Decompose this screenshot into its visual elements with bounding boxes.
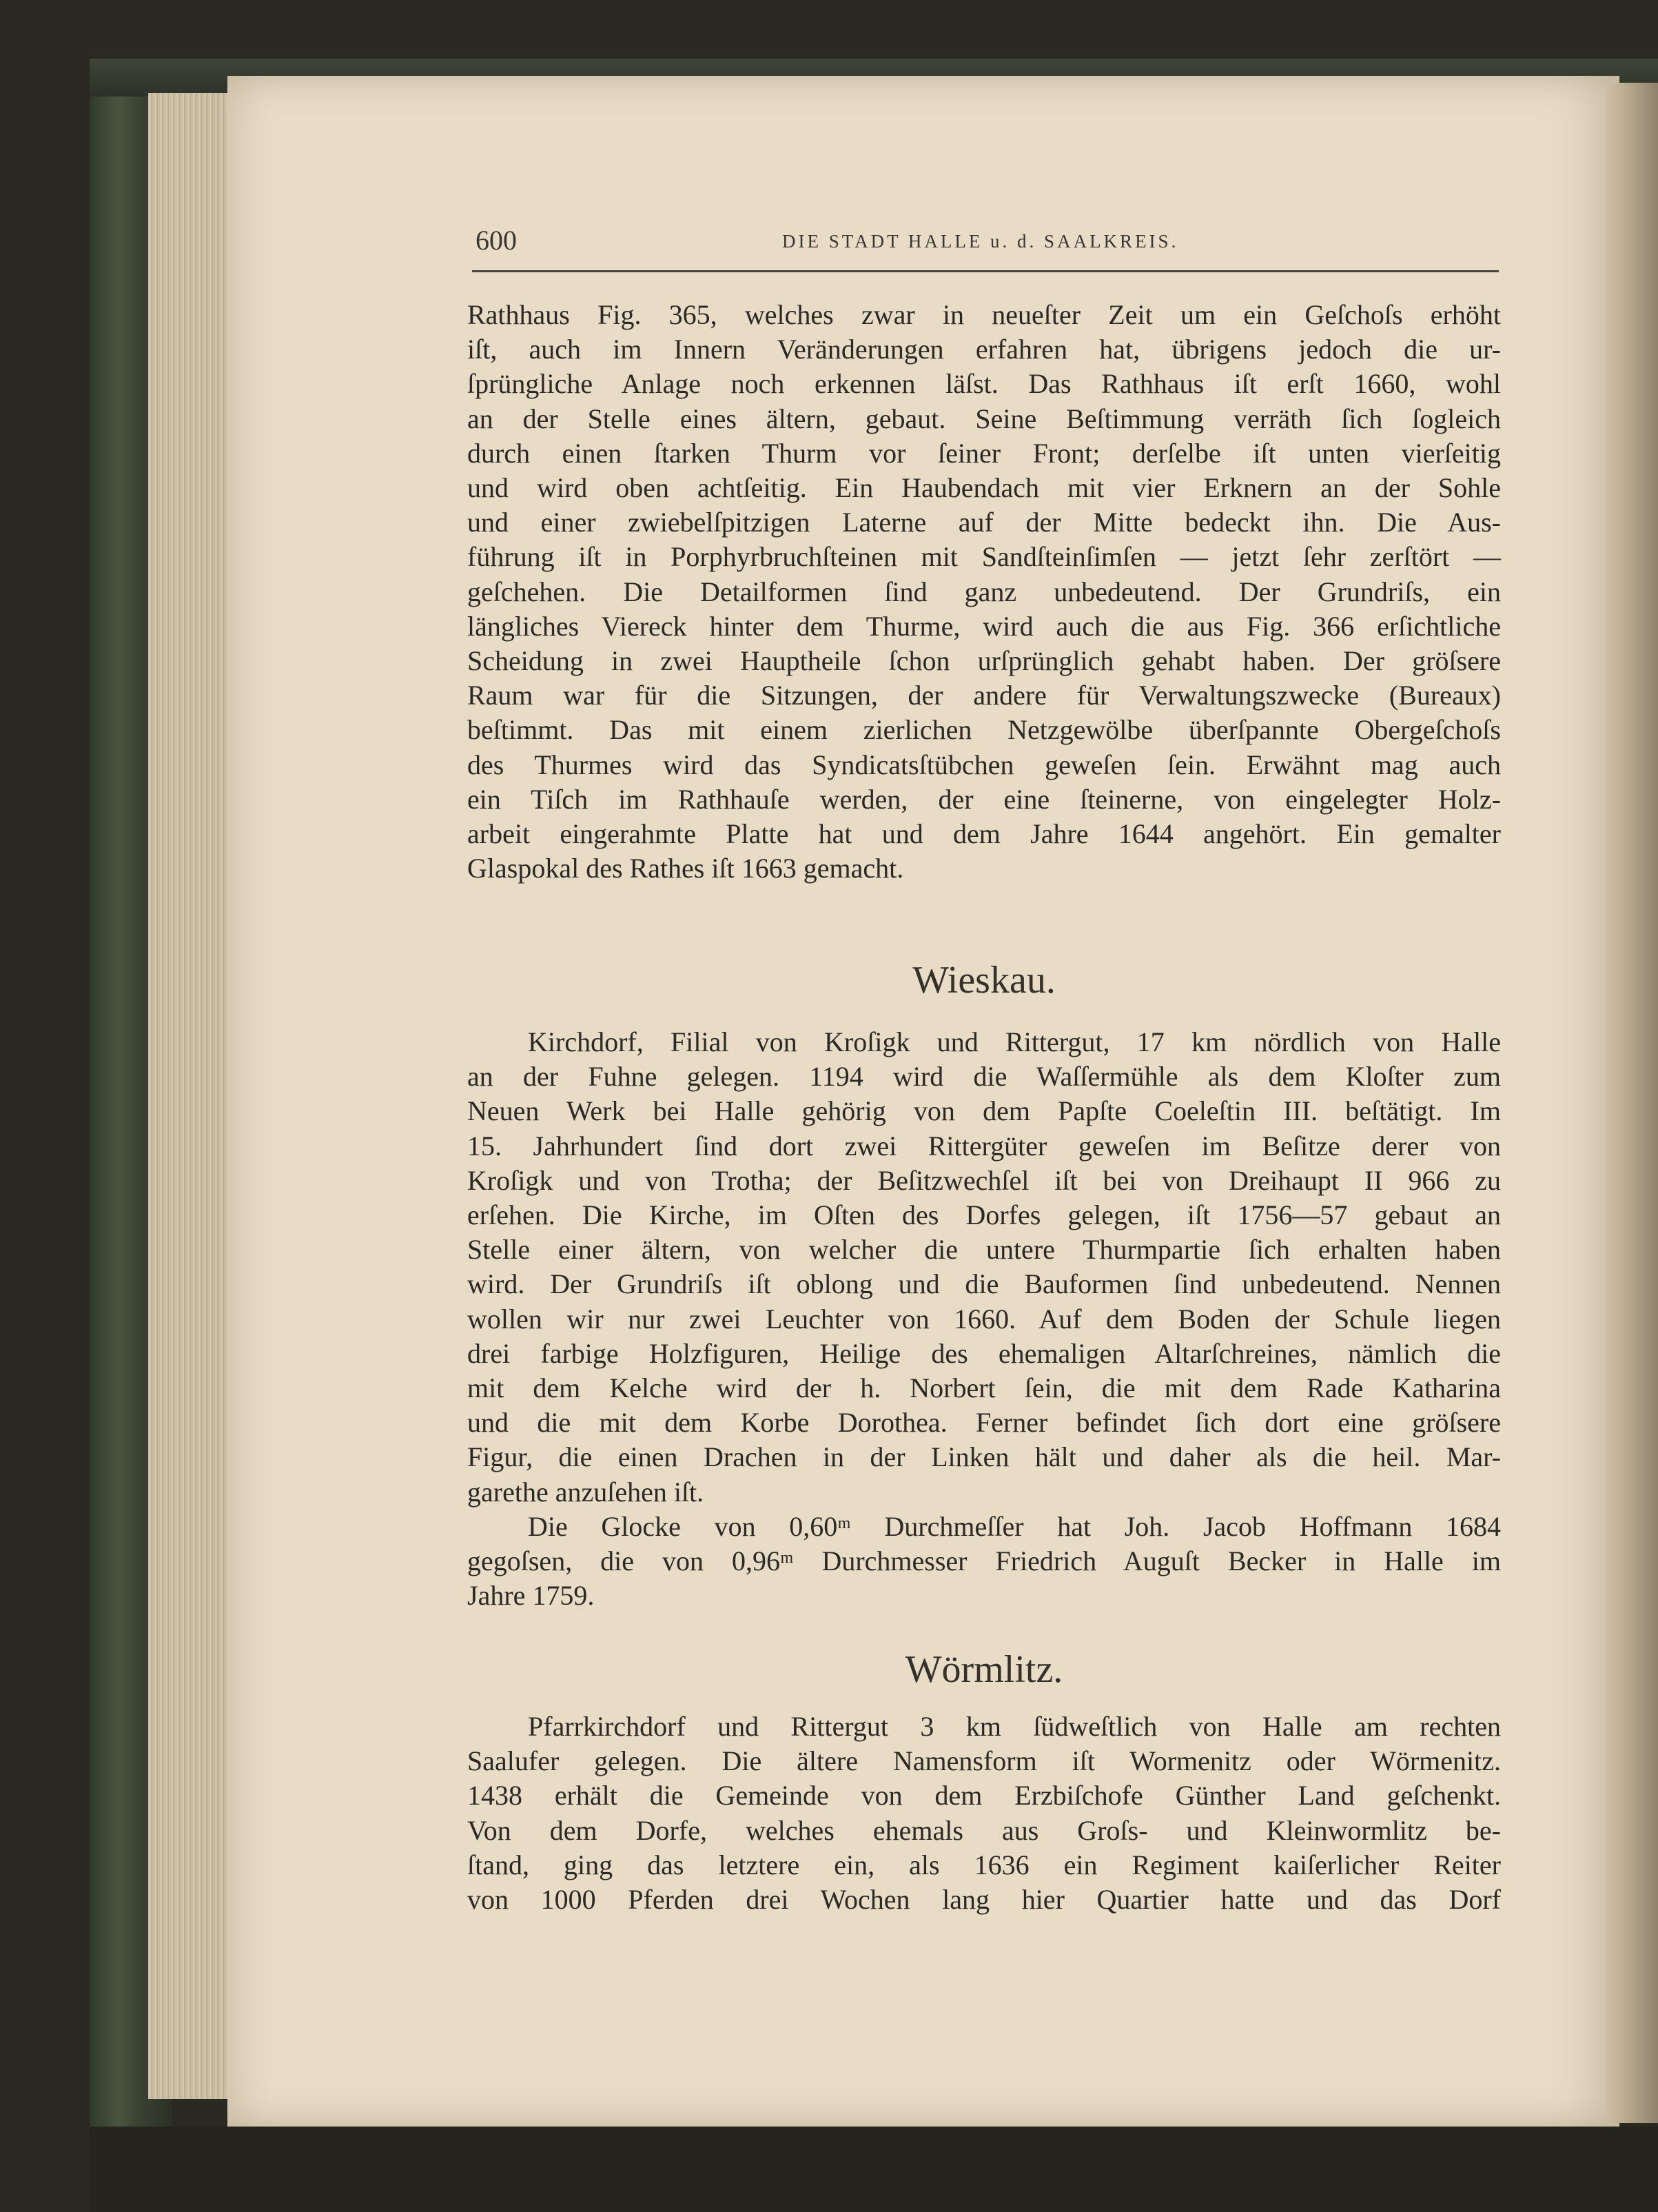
woermlitz-paragraph <box>467 1709 1501 1917</box>
text-line: führung iſt in Porphyrbruchſteinen mit Sandſteinſimſen — jetzt ſehr zerſtört — <box>467 541 1501 573</box>
text-line: ſprüngliche Anlage noch erkennen läſst. Das Rathhaus iſt erſt 1660, wohl <box>467 368 1501 400</box>
text-line: Raum war für die Sitzungen, der andere für Verwaltungszwecke (Bureaux) <box>467 680 1501 711</box>
text-line: 15. Jahrhundert ſind dort zwei Rittergüter geweſen im Beſitze derer von <box>467 1130 1501 1161</box>
text-line: drei farbige Holzfiguren, Heilige des ehemaligen Altarſchreines, nämlich die <box>467 1337 1501 1369</box>
text-line: längliches Viereck hinter dem Thurme, wird auch die aus Fig. 366 erſichtliche <box>467 610 1501 642</box>
text-line: an der Fuhne gelegen. 1194 wird die Waſſermühle als dem Kloſter zum <box>467 1061 1501 1093</box>
text-line: von 1000 Pferden drei Wochen lang hier Quartier hatte und das Dorf <box>467 1884 1501 1916</box>
text-line: geſchehen. Die Detailformen ſind ganz unbedeutend. Der Grundriſs, ein <box>467 576 1501 607</box>
text-line: erſehen. Die Kirche, im Oſten des Dorfes gelegen, iſt 1756—57 gebaut an <box>467 1199 1501 1231</box>
text-line: beſtimmt. Das mit einem zierlichen Netzgewölbe überſpannte Obergeſchoſs <box>467 714 1501 746</box>
text-line: und wird oben achtſeitig. Ein Haubendach mit vier Erknern an der Sohle <box>467 472 1501 504</box>
text-line: durch einen ſtarken Thurm vor ſeiner Front; derſelbe iſt unten vierſeitig <box>467 437 1501 469</box>
text-line: mit dem Kelche wird der h. Norbert ſein, die mit dem Rade Katharina <box>467 1372 1501 1404</box>
text-line: Figur, die einen Drachen in der Linken hält und daher als die heil. Mar- <box>467 1441 1501 1473</box>
text-line: garethe anzuſehen iſt. <box>467 1476 704 1508</box>
page-number: 600 <box>475 225 517 256</box>
text-line: und einer zwiebelſpitzigen Laterne auf der Mitte bedeckt ihn. Die Aus- <box>467 507 1501 538</box>
scan-background-bottom <box>90 2127 1658 2212</box>
page-header <box>475 224 1499 262</box>
text-line: wollen wir nur zwei Leuchter von 1660. Auf dem Boden der Schule liegen <box>467 1303 1501 1335</box>
section-title-woermlitz: Wörmlitz. <box>905 1648 1063 1691</box>
rathhaus-paragraph <box>467 298 1501 886</box>
text-line: Saalufer gelegen. Die ältere Namensform iſt Wormenitz oder Wörmenitz. <box>467 1745 1501 1777</box>
text-line: ſtand, ging das letztere ein, als 1636 ein Regiment kaiſerlicher Reiter <box>467 1849 1501 1880</box>
running-head: DIE STADT HALLE u. d. SAALKREIS. <box>782 231 1179 252</box>
text-line: Neuen Werk bei Halle gehörig von dem Papſte Coeleſtin III. beſtätigt. Im <box>467 1095 1501 1127</box>
text-line: Scheidung in zwei Hauptheile ſchon urſprünglich gehabt haben. Der gröſsere <box>467 645 1501 677</box>
text-line: Stelle einer ältern, von welcher die untere Thurmpartie ſich erhalten haben <box>467 1234 1501 1266</box>
text-line: und die mit dem Korbe Dorothea. Ferner befindet ſich dort eine gröſsere <box>467 1407 1501 1439</box>
text-line: 1438 erhält die Gemeinde von dem Erzbiſchofe Günther Land geſchenkt. <box>467 1780 1501 1812</box>
text-line: Glaspokal des Rathes iſt 1663 gemacht. <box>467 853 904 884</box>
text-line: ein Tiſch im Rathhauſe werden, der eine ſteinerne, von eingelegter Holz- <box>467 783 1501 815</box>
text-line: Von dem Dorfe, welches ehemals aus Groſs- und Kleinwormlitz be- <box>467 1814 1501 1846</box>
header-rule <box>472 270 1499 272</box>
page-edges-left <box>148 93 231 2099</box>
text-line: Kirchdorf, Filial von Kroſigk und Rittergut, 17 km nördlich von Halle <box>528 1026 1501 1057</box>
text-line: arbeit eingerahmte Platte hat und dem Jahre 1644 angehört. Ein gemalter <box>467 818 1501 850</box>
text-line: des Thurmes wird das Syndicatsſtübchen geweſen ſein. Erwähnt mag auch <box>467 749 1501 780</box>
text-line: wird. Der Grundriſs iſt oblong und die Bauformen ſind unbedeutend. Nennen <box>467 1268 1501 1300</box>
text-line: Rathhaus Fig. 365, welches zwar in neueſter Zeit um ein Geſchoſs erhöht <box>467 299 1501 330</box>
page-edge-right <box>1606 83 1658 2123</box>
section-title-wieskau: Wieskau. <box>912 959 1056 1002</box>
text-line: iſt, auch im Innern Veränderungen erfahren hat, übrigens jedoch die ur- <box>467 334 1501 365</box>
text-line: Jahre 1759. <box>467 1580 595 1612</box>
text-line: Die Glocke von 0,60ᵐ Durchmeſſer hat Joh. Jacob Hoffmann 1684 <box>528 1510 1501 1542</box>
wieskau-paragraph <box>467 1025 1501 1613</box>
text-line: Pfarrkirchdorf und Rittergut 3 km ſüdweſtlich von Halle am rechten <box>528 1711 1501 1742</box>
text-line: Kroſigk und von Trotha; der Beſitzwechſel iſt bei von Dreihaupt II 966 zu <box>467 1164 1501 1196</box>
text-line: gegoſsen, die von 0,96ᵐ Durchmesser Friedrich Auguſt Becker in Halle im <box>467 1545 1501 1577</box>
text-line: an der Stelle eines ältern, gebaut. Seine Beſtimmung verräth ſich ſogleich <box>467 403 1501 434</box>
